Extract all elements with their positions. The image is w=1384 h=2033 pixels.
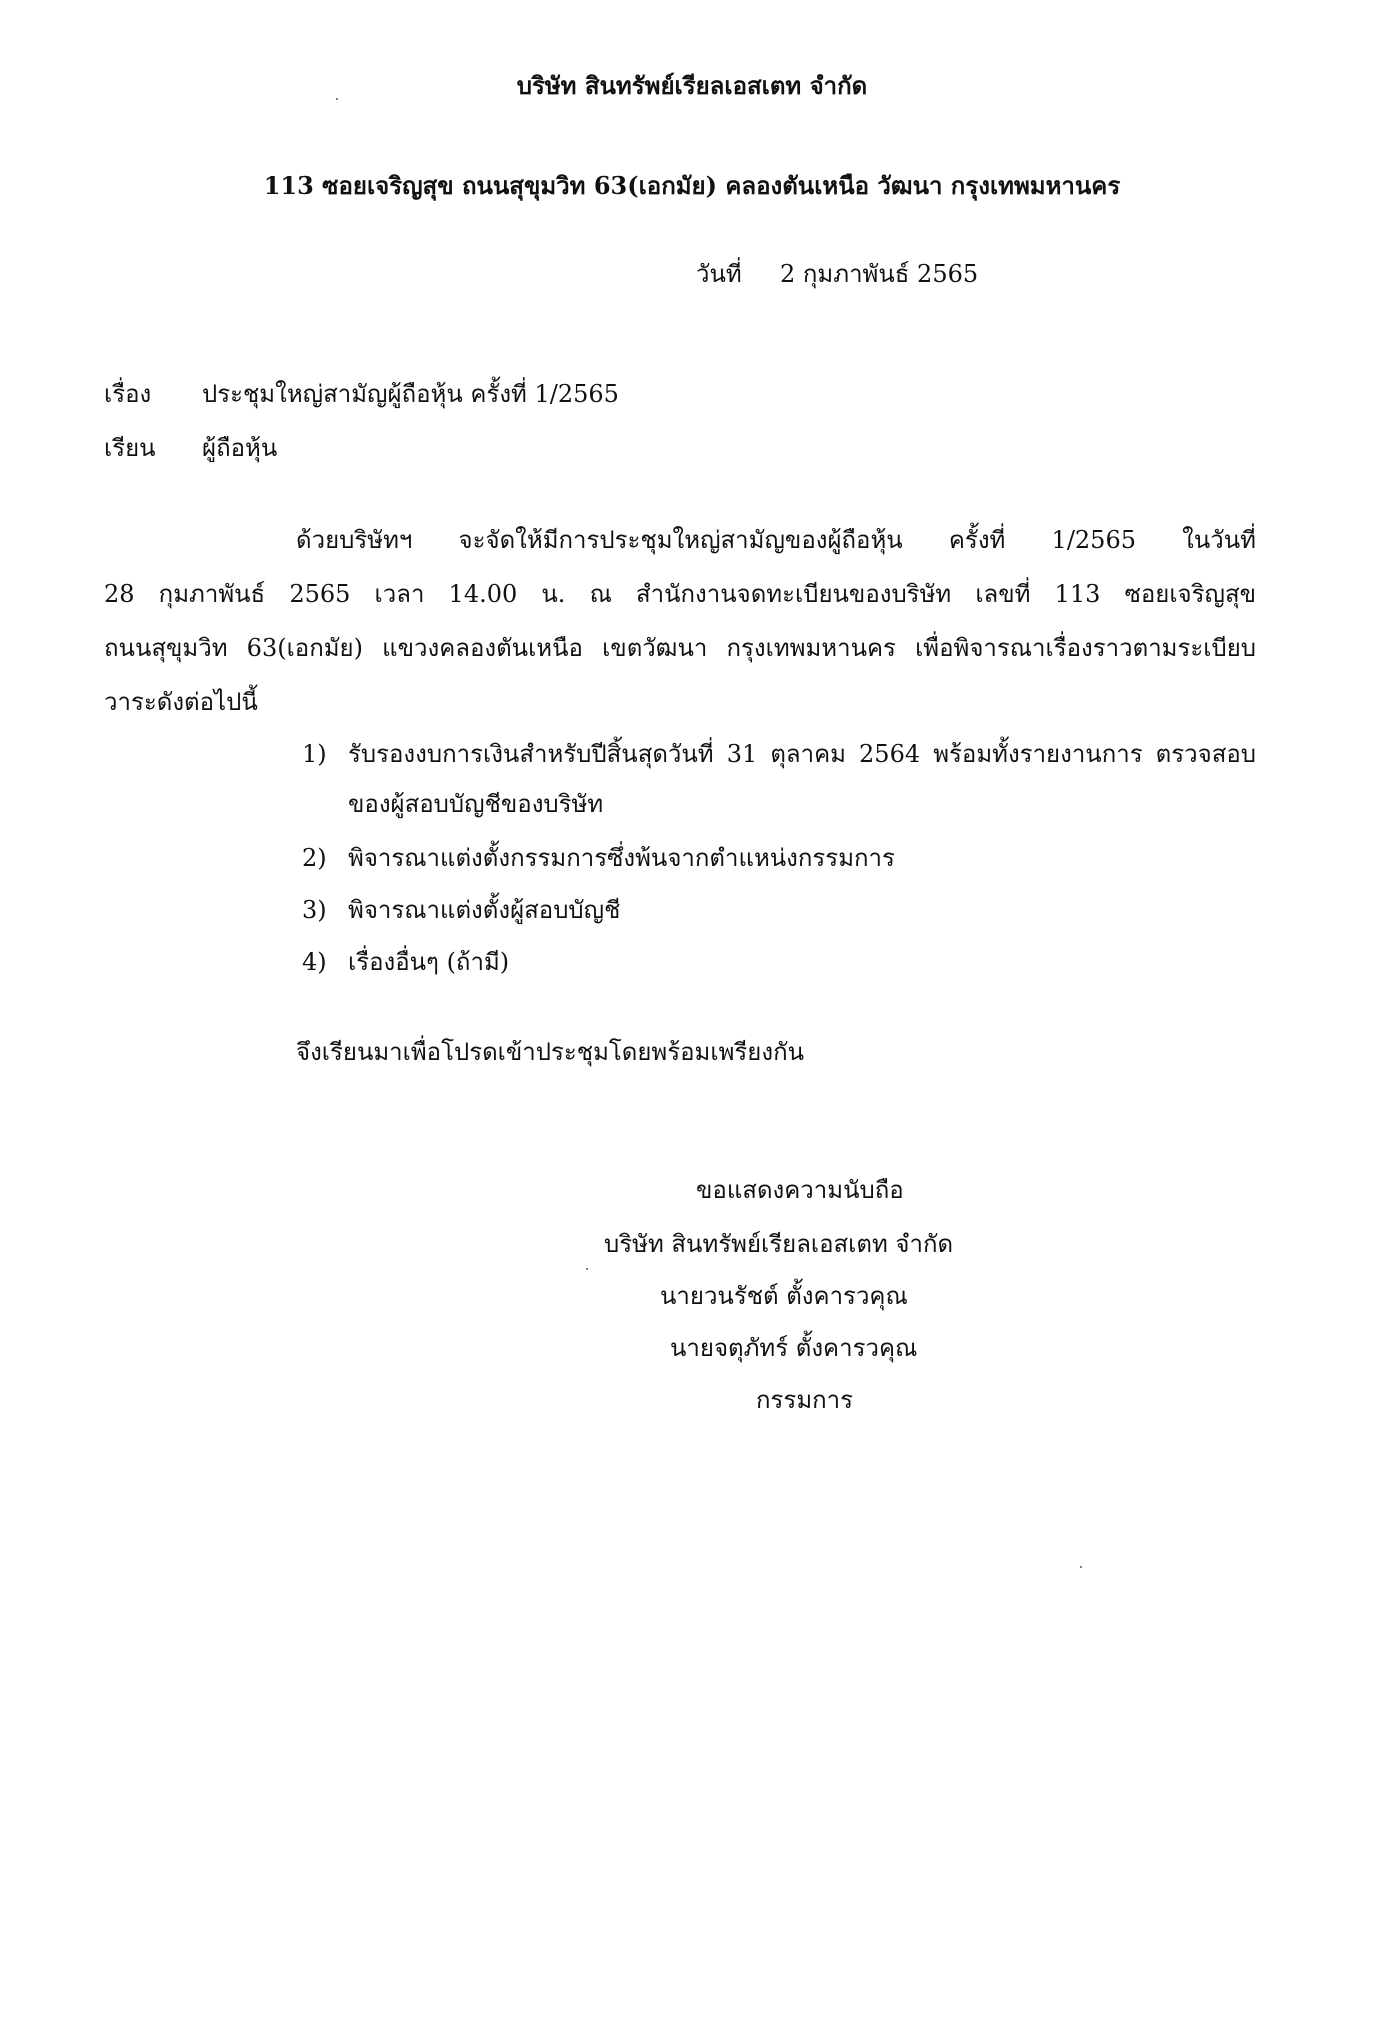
- agenda-number: 4): [302, 948, 327, 976]
- recipient-text: ผู้ถือหุ้น: [202, 434, 278, 462]
- subject-label: เรื่อง: [104, 380, 152, 408]
- company-title: บริษัท สินทรัพย์เรียลเอสเตท จำกัด: [516, 71, 868, 100]
- date-value: 2 กุมภาพันธ์ 2565: [780, 260, 979, 288]
- body-line-2: 28 กุมภาพันธ์ 2565 เวลา 14.00 น. ณ สำนักงานจดทะเบียนของบริษัท เลขที่ 113 ซอยเจริญสุข: [104, 580, 1256, 608]
- scan-speck: [586, 1268, 588, 1270]
- agenda-item-4: เรื่องอื่นๆ (ถ้ามี): [348, 948, 510, 976]
- body-line-3: ถนนสุขุมวิท 63(เอกมัย) แขวงคลองตันเหนือ เขตวัฒนา กรุงเทพมหานคร เพื่อพิจารณาเรื่องราวตามระเบียบ: [104, 634, 1256, 662]
- signature-company: บริษัท สินทรัพย์เรียลเอสเตท จำกัด: [604, 1230, 954, 1258]
- signature-name-2: นายจตุภัทร์ ตั้งคารวคุณ: [670, 1334, 918, 1362]
- agenda-item-2: พิจารณาแต่งตั้งกรรมการซึ่งพ้นจากตำแหน่งกรรมการ: [348, 844, 895, 872]
- recipient-label: เรียน: [104, 434, 156, 462]
- company-address: 113 ซอยเจริญสุข ถนนสุขุมวิท 63(เอกมัย) คลองตันเหนือ วัฒนา กรุงเทพมหานคร: [263, 171, 1121, 200]
- signature-regards: ขอแสดงความนับถือ: [696, 1176, 904, 1204]
- body-line-4: วาระดังต่อไปนี้: [104, 688, 258, 716]
- agenda-number: 2): [302, 844, 327, 872]
- signature-title: กรรมการ: [756, 1386, 854, 1414]
- closing-text: จึงเรียนมาเพื่อโปรดเข้าประชุมโดยพร้อมเพรียงกัน: [296, 1038, 805, 1066]
- scan-speck: [1080, 1566, 1082, 1568]
- agenda-item-1-line-2: ของผู้สอบบัญชีของบริษัท: [348, 790, 604, 818]
- scan-speck: [336, 98, 338, 100]
- agenda-item-1-line-1: รับรองงบการเงินสำหรับปีสิ้นสุดวันที่ 31 ตุลาคม 2564 พร้อมทั้งรายงานการ ตรวจสอบ: [348, 740, 1256, 768]
- subject-text: ประชุมใหญ่สามัญผู้ถือหุ้น ครั้งที่ 1/2565: [202, 380, 619, 408]
- agenda-item-3: พิจารณาแต่งตั้งผู้สอบบัญชี: [348, 896, 621, 924]
- signature-name-1: นายวนรัชต์ ตั้งคารวคุณ: [660, 1282, 908, 1310]
- date-label: วันที่: [696, 260, 742, 288]
- body-line-1: ด้วยบริษัทฯ จะจัดให้มีการประชุมใหญ่สามัญของผู้ถือหุ้น ครั้งที่ 1/2565 ในวันที่: [296, 526, 1256, 554]
- agenda-number: 3): [302, 896, 327, 924]
- agenda-number: 1): [302, 740, 327, 768]
